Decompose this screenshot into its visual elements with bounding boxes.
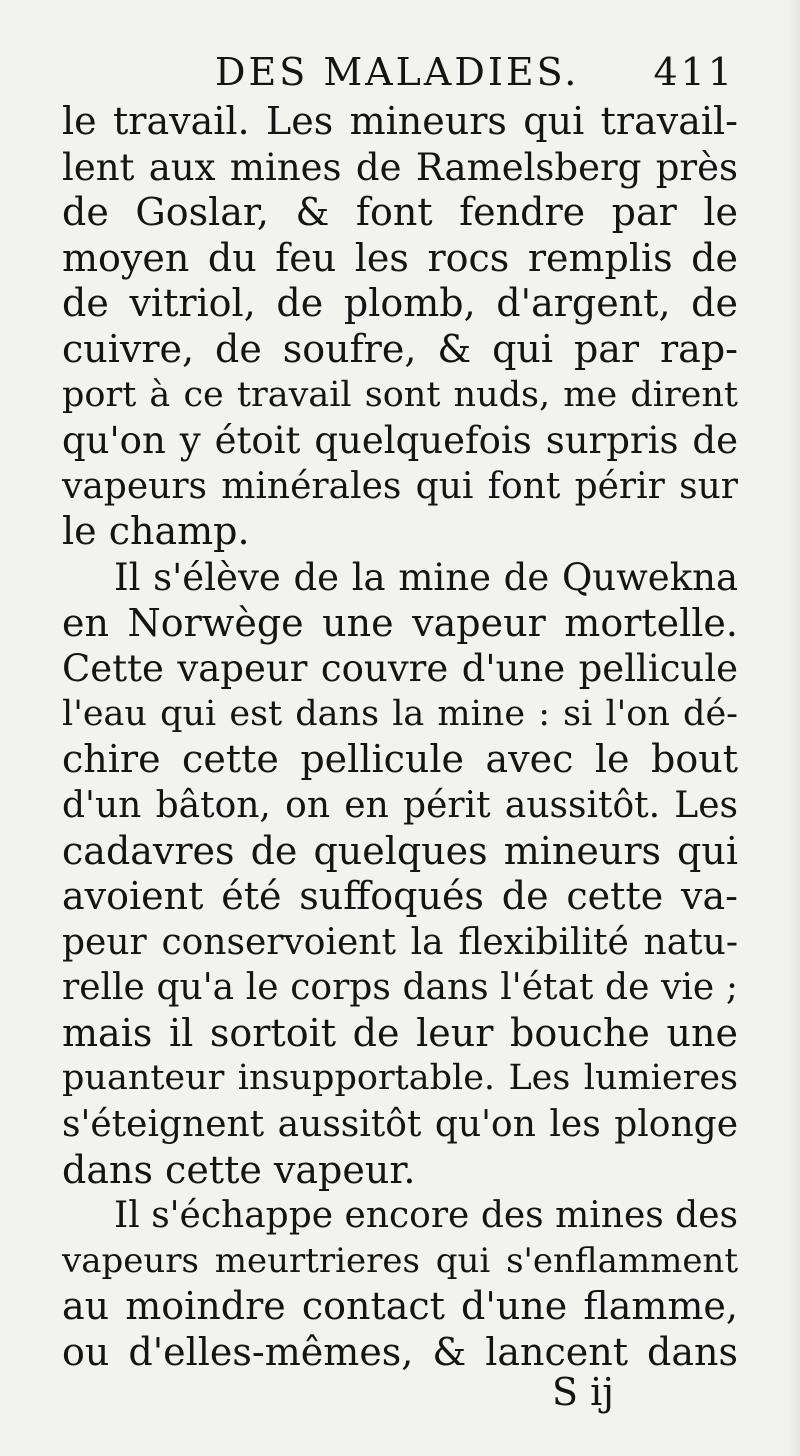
text-line: vapeurs minérales qui font périr sur	[62, 465, 738, 507]
text-line: de vitriol, de plomb, d'argent, de	[62, 281, 738, 326]
text-line: l'eau qui est dans la mine : si l'on dé-	[62, 693, 738, 734]
text-line: s'éteignent aussitôt qu'on les plonge	[62, 1104, 738, 1146]
text-line: cadavres de quelques mineurs qui	[62, 828, 738, 873]
text-line: Il s'élève de la mine de Quwekna	[114, 555, 738, 599]
body-text	[62, 99, 738, 1376]
text-line: au moindre contact d'une flamme,	[62, 1284, 738, 1329]
text-line: mais il sortoit de leur bouche une	[62, 1010, 738, 1055]
text-line: avoient été suffoqués de cette va-	[62, 874, 738, 919]
text-line: puanteur insupportable. Les lumieres	[62, 1058, 738, 1099]
text-line: de Goslar, & font fendre par le	[62, 190, 738, 235]
text-line: en Norwège une vapeur mortelle.	[62, 600, 738, 645]
text-line: Cette vapeur couvre d'une pellicule	[62, 647, 738, 691]
page-header	[215, 50, 735, 94]
page-number: 411	[653, 50, 735, 94]
text-line: vapeurs meurtrieres qui s'enflamment	[62, 1240, 738, 1281]
text-line: port à ce travail sont nuds, me dirent	[62, 374, 738, 415]
text-line: d'un bâton, on en périt aussitôt. Les	[62, 784, 738, 826]
text-line: le champ.	[62, 509, 250, 554]
text-line: lent aux mines de Ramelsberg près	[62, 145, 738, 189]
text-line: ou d'elles-mêmes, & lancent dans	[62, 1330, 738, 1375]
text-line: relle qu'a le corps dans l'état de vie ;	[62, 967, 738, 1009]
running-title: DES MALADIES.	[215, 50, 580, 94]
page-edge-shadow	[786, 0, 800, 1456]
text-line: chire cette pellicule avec le bout	[62, 737, 738, 782]
text-line: dans cette vapeur.	[62, 1147, 416, 1192]
signature-mark: S ij	[552, 1370, 615, 1414]
text-line: qu'on y étoit quelquefois surpris de	[62, 419, 738, 463]
text-line: peur conservoient la flexibilité natu-	[62, 921, 738, 963]
text-line: moyen du feu les rocs remplis de	[62, 235, 738, 280]
text-line: le travail. Les mineurs qui travail-	[62, 99, 738, 143]
text-line: cuivre, de soufre, & qui par rap-	[62, 326, 738, 371]
text-line: Il s'échappe encore des mines des	[114, 1195, 738, 1237]
